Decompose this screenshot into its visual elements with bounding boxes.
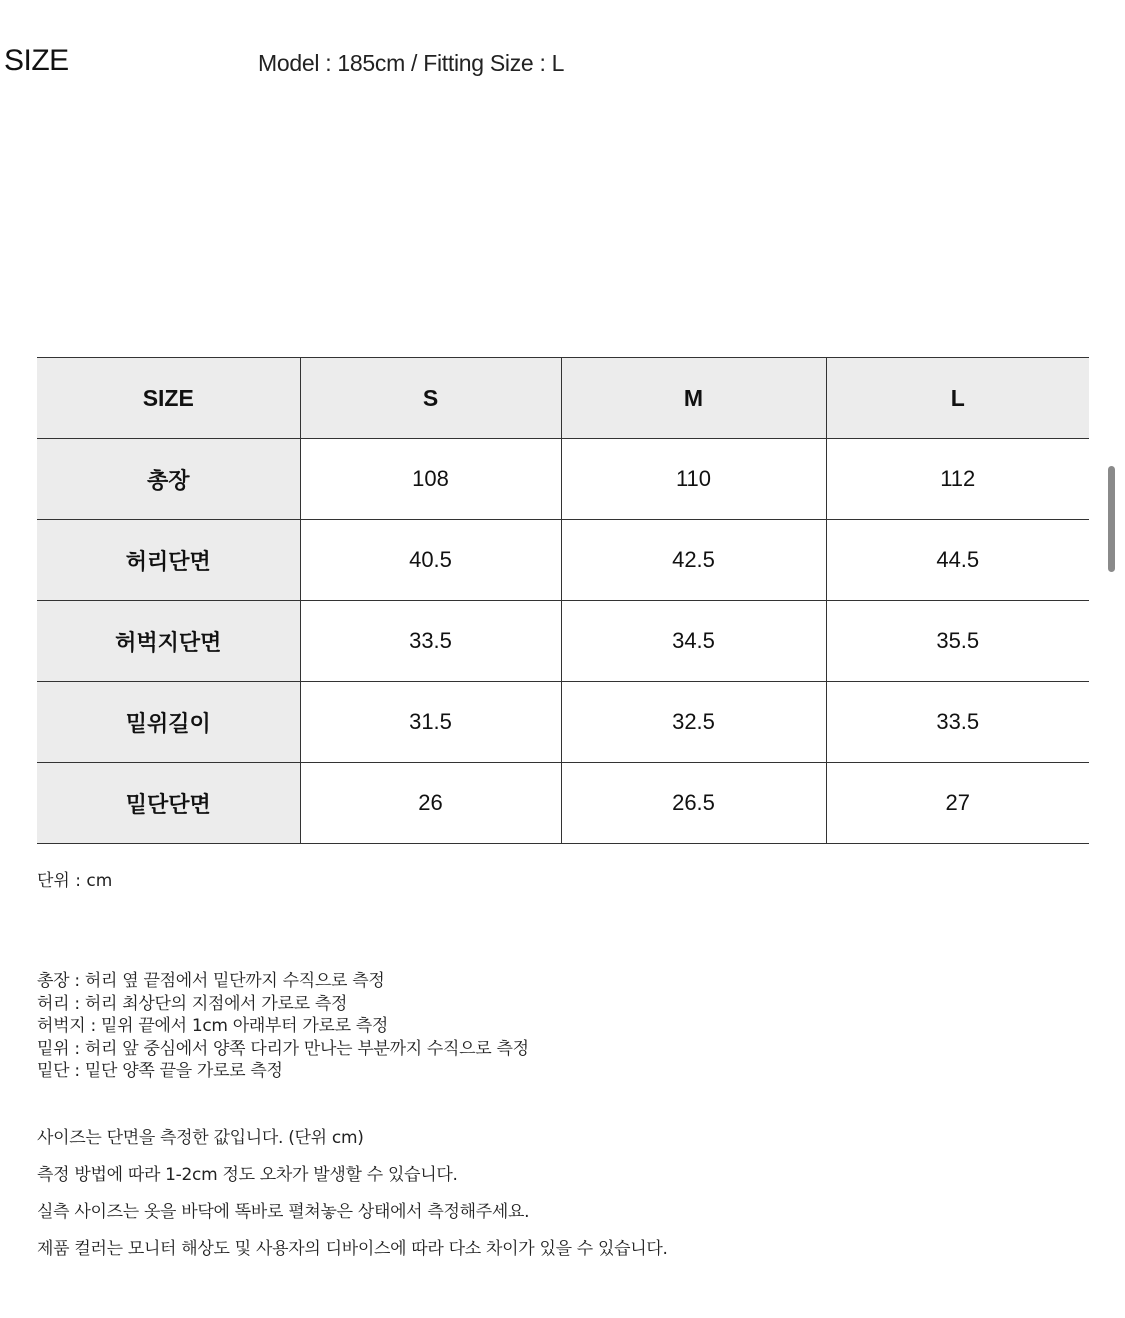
cell-value: 32.5 [561,682,826,763]
definition-item: 허벅지 : 밑위 끝에서 1cm 아래부터 가로로 측정 [37,1016,389,1036]
table-row [37,763,1089,844]
column-header-l: L [826,358,1089,439]
cell-value: 35.5 [826,601,1089,682]
definition-item: 밑단 : 밑단 양쪽 끝을 가로로 측정 [37,1061,283,1081]
table-row [37,682,1089,763]
table-header-row [37,358,1089,439]
table-row [37,520,1089,601]
note-item: 실측 사이즈는 옷을 바닥에 똑바로 펼쳐놓은 상태에서 측정해주세요. [37,1202,530,1222]
cell-value: 33.5 [300,601,561,682]
note-item: 사이즈는 단면을 측정한 값입니다. (단위 cm) [37,1128,364,1148]
cell-value: 31.5 [300,682,561,763]
row-label: 총장 [37,439,300,520]
cell-value: 26.5 [561,763,826,844]
definition-item: 총장 : 허리 옆 끝점에서 밑단까지 수직으로 측정 [37,971,385,991]
scrollbar-thumb[interactable] [1108,466,1115,572]
cell-value: 112 [826,439,1089,520]
row-label: 허리단면 [37,520,300,601]
note-item: 제품 컬러는 모니터 해상도 및 사용자의 디바이스에 따라 다소 차이가 있을 수 있습니다. [37,1239,668,1259]
column-header-s: S [300,358,561,439]
cell-value: 42.5 [561,520,826,601]
row-label: 밑단단면 [37,763,300,844]
row-label: 허벅지단면 [37,601,300,682]
column-header-size: SIZE [37,358,300,439]
table-row [37,439,1089,520]
cell-value: 26 [300,763,561,844]
size-heading: SIZE [4,44,69,77]
cell-value: 40.5 [300,520,561,601]
cell-value: 27 [826,763,1089,844]
cell-value: 108 [300,439,561,520]
cell-value: 44.5 [826,520,1089,601]
size-chart-table [37,357,1089,844]
size-notes [37,1120,668,1268]
cell-value: 110 [561,439,826,520]
unit-note: 단위 : cm [37,871,113,891]
cell-value: 34.5 [561,601,826,682]
table-row [37,601,1089,682]
definition-item: 밑위 : 허리 앞 중심에서 양쪽 다리가 만나는 부분까지 수직으로 측정 [37,1038,529,1059]
cell-value: 33.5 [826,682,1089,763]
model-fitting-info: Model : 185cm / Fitting Size : L [258,50,565,76]
row-label: 밑위길이 [37,682,300,763]
definition-item: 허리 : 허리 최상단의 지점에서 가로로 측정 [37,993,348,1014]
note-item: 측정 방법에 따라 1-2cm 정도 오차가 발생할 수 있습니다. [37,1165,458,1185]
measurement-definitions [37,970,529,1083]
column-header-m: M [561,358,826,439]
